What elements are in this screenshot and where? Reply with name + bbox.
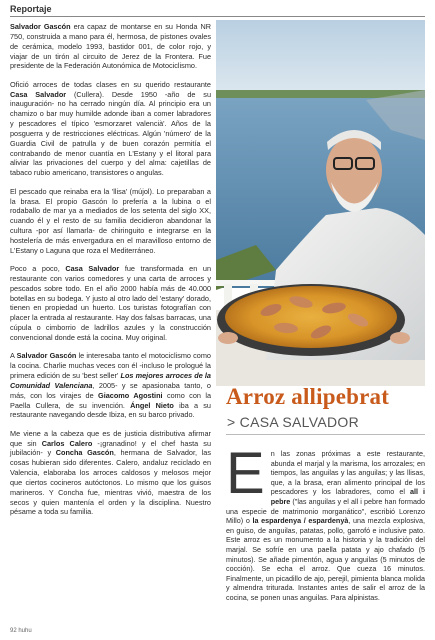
paragraph-text: le interesaba tanto el motociclismo como la cocina. Charlie muchas veces con él -incluso le prologué la primera edición de su 'best seller' <box>10 351 211 380</box>
chef-hand-right <box>390 332 410 344</box>
recipe-paragraph: ("las anguilas y el all i pebre han formado una especie de matrimonio morganático", escribió Lorenzo Millo) o <box>226 496 425 526</box>
article-paragraph-3: El pescado que reinaba era la 'llisa' (mújol). Lo preparaban a la brasa. El propio Gascón lo prefería a la lubina o el rodaballo de mar ya a mediados de los setenta del siglo XX, cuando él y el resto de su familia decidieron abandonar la cultura -por así llamarla- de chiringuito e integrarse en la hostelería de más envergadura en el maravilloso entorno de L'Estany o Laguna que roza el Mediterráneo. <box>10 186 211 255</box>
photo-illustration <box>216 20 425 386</box>
dish-name: la espardenya / espardenyà <box>252 516 349 526</box>
paragraph-text: fue transformada en un restaurante con varios comedores y una carta de arroces y pescados sobre todo. En el año 2000 había más de 40.000 botellas en su bodega. Y justo al otro lado del 'estany' dorado, tienen en propiedad un huerto. Los turistas fotografían con placer la entrada al restaurante. Hay dos falsas barracas, una cúpula o cimborrio de ladrillos azules y la construcción convencional donde está la cocina. Muy original. <box>10 264 212 342</box>
paragraph-text: iba a su restaurante navegando desde Ibiza, en su barco privado. <box>10 400 211 420</box>
person-name: Giacomo Agostini <box>98 390 163 400</box>
article-paragraph-5 <box>10 351 211 420</box>
paragraph-text: A <box>10 351 17 361</box>
paella-rice <box>225 286 397 348</box>
person-name: Concha Gascón <box>55 448 114 458</box>
paragraph-text: era capaz de montarse en su Honda NR 750, construida a mano para él, hermosa, de pistones ovales de cerámica, modelo 1993, bastidor 001, de color rojo, y viajar de un tirón al circuito de Jerez de la Frontera. Fue presidente de la Federación Autonómica de Motociclismo. <box>10 22 211 71</box>
restaurant-name: Casa Salvador <box>65 264 120 274</box>
paragraph-text: Ofició arroces de todas clases en su querido restaurante <box>10 79 211 89</box>
article-paragraph-6 <box>10 429 211 518</box>
page-footer: 92 huhu <box>10 628 32 634</box>
paragraph-text: (Cullera). Desde 1950 -año de su inauguración- no ha cerrado ningún día. Al principio era un chamizo o bar muy humilde adonde iban a comer labradores y pescadores el típico 'esmorzaret valencià'. Años de la posguerra y de restricciones eléctricas. Algún 'número' de la Guardia Civil de patrulla y de buen corazón permitía el contrabando de menor cuantía en L'Estany y el litoral para aliviar las privaciones del cuerpo y del alma: cajetillas de tabaco rubio americano, transistores o angulas. <box>10 89 212 178</box>
section-tag: Reportaje <box>10 4 52 14</box>
article-paragraph-2 <box>10 80 211 178</box>
person-name: Carlos Calero <box>41 438 93 448</box>
paragraph-text: , 2005- y se apasionaba tanto, o más, con los virajes de <box>10 380 211 400</box>
paragraph-text: Me viene a la cabeza que es de justicia distributiva afirmar que sin <box>10 428 211 448</box>
book-title: Los mejores arroces de la Comunidad Valenciana <box>10 371 211 390</box>
person-name: Ángel Nieto <box>130 400 174 410</box>
paragraph-text: , hermana de Salvador, las cosas hubieran sido diferentes. Calero, andaluz reciclado en Valencia, elaboraba los arroces caldosos y melosos mejor que ciertos cocineros autóctonos. Lo mismo que los guisos marineros. Y Concha fue, mientras vivió, maestra de los secos y quien mantenía el orden y la disciplina. Nuestro pésame a toda su familia. <box>10 448 211 517</box>
paragraph-text: Poco a poco, <box>10 264 66 274</box>
chef-hand-left <box>218 332 238 344</box>
recipe-title: Arroz allipebrat <box>226 384 390 409</box>
drop-cap: E <box>226 441 265 506</box>
top-rule <box>10 16 425 17</box>
article-paragraph-1 <box>10 22 211 71</box>
recipe-subtitle: > CASA SALVADOR <box>227 414 359 430</box>
dish-name: all i pebre <box>270 487 425 506</box>
article-column <box>10 22 211 526</box>
recipe-paragraph: , una mezcla explosiva, en guiso, de anguilas, patatas, pollo, garrofó e inclusive pato. Este arroz es un monumento a la historia y la tradición del marjal. Se sofríe en una paella patata y ajo chafado (5 minutos). Se añade pimentón, agua y anguilas (5 minutos de cocción). Se echa el arroz. Que cueza 16 minutos. Finalmente, un picadillo de ajo, perejil, pimienta blanca molida y almendra triturada. Instantes antes de salir el arroz de la cocina, se ponen unas anguilas. Para alpinistas. <box>226 516 425 602</box>
recipe-text <box>226 441 425 603</box>
paragraph-text: -¡granadino! y el chef hasta su jubilación- y <box>10 438 211 458</box>
sky <box>216 20 425 100</box>
recipe-divider <box>226 434 425 435</box>
recipe-paragraph: n las zonas próximas a este restaurante, abunda el marjal y la marisma, los arrozales; en tiempos, las anguilas y las anguilas; y las llisas, que, a la brasa, eran alimento principal de los pescadores y los labradores, como el <box>270 449 425 497</box>
person-name: Salvador Gascón <box>16 351 77 361</box>
lead-name: Salvador Gascón <box>10 22 71 31</box>
restaurant-name: Casa Salvador <box>10 89 67 99</box>
article-paragraph-4 <box>10 264 211 343</box>
paragraph-text: como con la Paella Cullera, de su invención. <box>10 390 211 410</box>
chef-paella-photo <box>216 20 425 386</box>
